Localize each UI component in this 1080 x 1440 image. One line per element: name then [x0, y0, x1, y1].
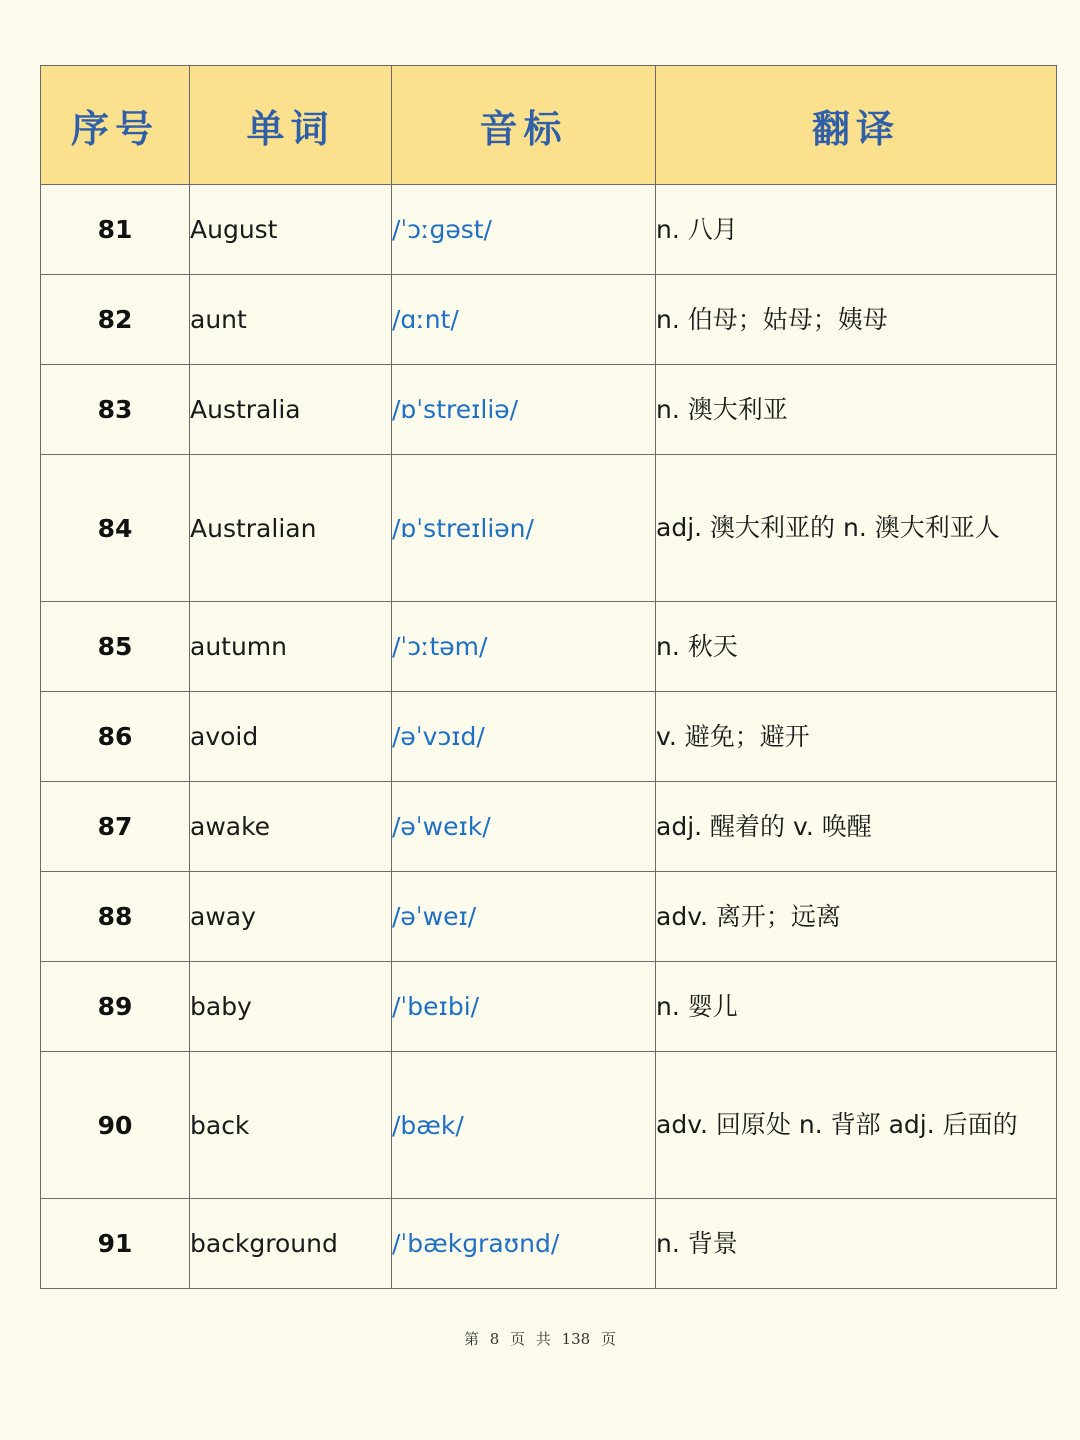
row-word: autumn — [190, 602, 392, 692]
table-row — [41, 365, 1057, 455]
table-row — [41, 692, 1057, 782]
header-number: 序号 — [41, 66, 190, 185]
table-row — [41, 455, 1057, 602]
row-phonetic: /bæk/ — [392, 1052, 656, 1199]
row-translation: v. 避免；避开 — [656, 692, 1057, 782]
row-translation: adj. 澳大利亚的 n. 澳大利亚人 — [656, 455, 1057, 602]
header-word: 单词 — [190, 66, 392, 185]
row-translation: n. 背景 — [656, 1199, 1057, 1289]
row-phonetic: /ɒˈstreɪliən/ — [392, 455, 656, 602]
row-phonetic: /ˈɔːɡəst/ — [392, 185, 656, 275]
header-translation: 翻译 — [656, 66, 1057, 185]
row-number: 84 — [41, 455, 190, 602]
table-header-row — [41, 66, 1057, 185]
row-phonetic: /əˈvɔɪd/ — [392, 692, 656, 782]
row-word: Australia — [190, 365, 392, 455]
row-word: aunt — [190, 275, 392, 365]
row-phonetic: /ˈbækɡraʊnd/ — [392, 1199, 656, 1289]
row-number: 82 — [41, 275, 190, 365]
page-footer: 第 8 页 共 138 页 — [463, 1330, 616, 1348]
row-number: 86 — [41, 692, 190, 782]
row-translation: n. 婴儿 — [656, 962, 1057, 1052]
row-number: 81 — [41, 185, 190, 275]
row-translation: adj. 醒着的 v. 唤醒 — [656, 782, 1057, 872]
row-word: away — [190, 872, 392, 962]
row-word: Australian — [190, 455, 392, 602]
row-phonetic: /əˈweɪk/ — [392, 782, 656, 872]
table-row — [41, 275, 1057, 365]
row-translation: n. 秋天 — [656, 602, 1057, 692]
row-phonetic: /əˈweɪ/ — [392, 872, 656, 962]
table-row — [41, 782, 1057, 872]
row-phonetic: /ˈɔːtəm/ — [392, 602, 656, 692]
row-number: 89 — [41, 962, 190, 1052]
table-row — [41, 185, 1057, 275]
table-row — [41, 962, 1057, 1052]
row-phonetic: /ˈbeɪbi/ — [392, 962, 656, 1052]
vocabulary-table — [40, 65, 1057, 1289]
row-number: 87 — [41, 782, 190, 872]
table-row — [41, 1052, 1057, 1199]
table-row — [41, 602, 1057, 692]
row-phonetic: /ɒˈstreɪliə/ — [392, 365, 656, 455]
table-row — [41, 872, 1057, 962]
row-translation: adv. 回原处 n. 背部 adj. 后面的 — [656, 1052, 1057, 1199]
row-word: back — [190, 1052, 392, 1199]
header-phonetic: 音标 — [392, 66, 656, 185]
row-word: awake — [190, 782, 392, 872]
row-translation: n. 澳大利亚 — [656, 365, 1057, 455]
row-number: 83 — [41, 365, 190, 455]
row-word: avoid — [190, 692, 392, 782]
row-phonetic: /ɑːnt/ — [392, 275, 656, 365]
row-translation: n. 伯母；姑母；姨母 — [656, 275, 1057, 365]
row-word: August — [190, 185, 392, 275]
row-translation: n. 八月 — [656, 185, 1057, 275]
row-translation: adv. 离开；远离 — [656, 872, 1057, 962]
row-number: 88 — [41, 872, 190, 962]
row-number: 85 — [41, 602, 190, 692]
row-number: 90 — [41, 1052, 190, 1199]
row-word: baby — [190, 962, 392, 1052]
row-number: 91 — [41, 1199, 190, 1289]
table-row — [41, 1199, 1057, 1289]
row-word: background — [190, 1199, 392, 1289]
